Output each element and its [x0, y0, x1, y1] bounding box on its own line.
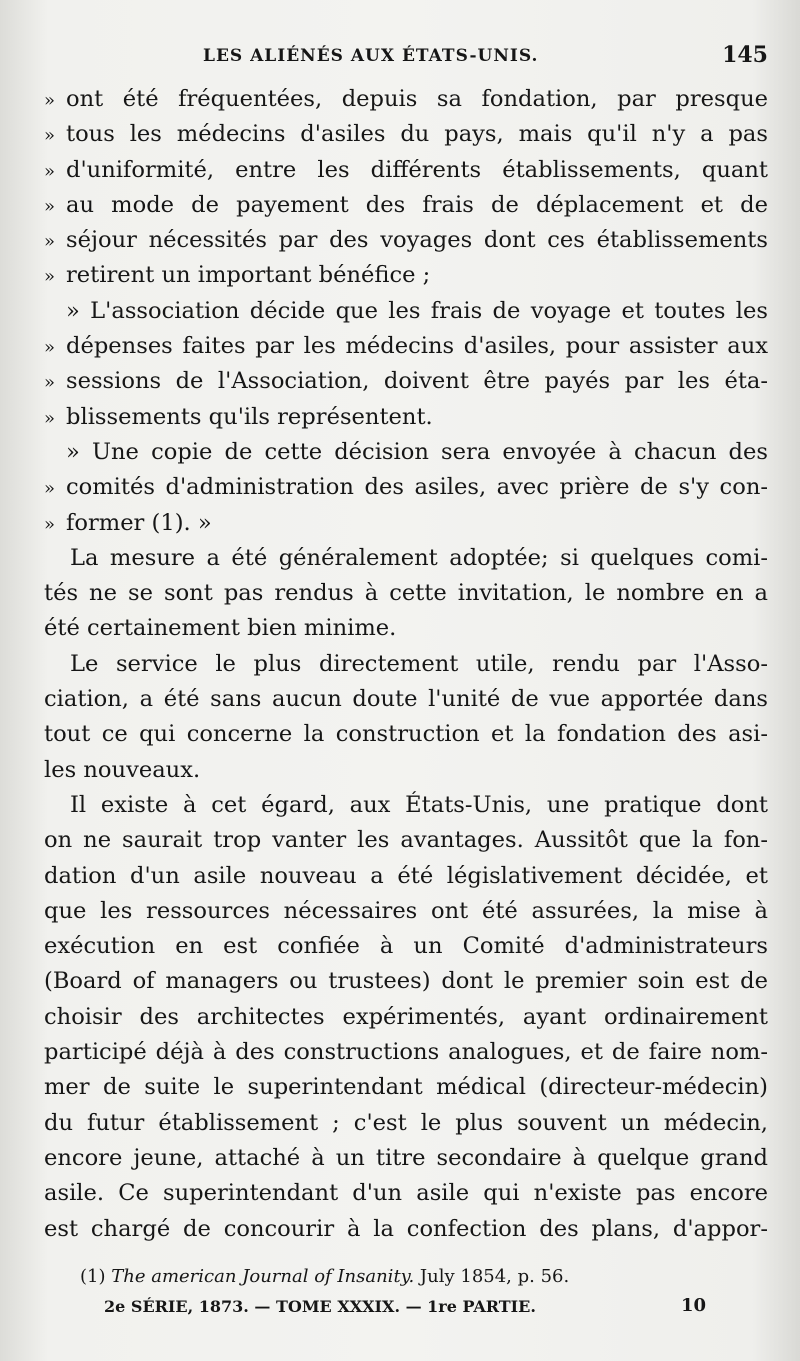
printer-signature: [44, 1297, 768, 1316]
body-text: [44, 82, 768, 1247]
text-line: » d'uniformité, entre les différents établissements, quant: [44, 156, 768, 183]
footnote-source: The american Journal of Insanity.: [111, 1266, 415, 1287]
footnote: [44, 1266, 768, 1287]
text-line: » comités d'administration des asiles, avec prière de s'y con-: [44, 474, 768, 501]
text-line: » séjour nécessités par des voyages dont ces établissements: [44, 227, 768, 254]
text-line: asile. Ce superintendant d'un asile qui n'existe pas encore: [44, 1180, 768, 1207]
text-line: exécution en est confiée à un Comité d'administrateurs: [44, 933, 768, 960]
text-line: Le service le plus directement utile, rendu par l'Asso-: [70, 650, 768, 677]
text-line: les nouveaux.: [44, 756, 201, 783]
text-line: été certainement bien minime.: [44, 615, 397, 642]
text-line: est chargé de concourir à la confection des plans, d'appor-: [44, 1215, 768, 1242]
text-line: encore jeune, attaché à un titre secondaire à quelque grand: [44, 1144, 768, 1171]
text-line: dation d'un asile nouveau a été législativement décidée, et: [44, 862, 768, 889]
text-line: » ont été fréquentées, depuis sa fondation, par presque: [44, 86, 768, 112]
text-line: on ne saurait trop vanter les avantages. Aussitôt que la fon-: [44, 827, 768, 854]
text-line: » dépenses faites par les médecins d'asiles, pour assister aux: [44, 333, 768, 360]
page-header: [48, 38, 770, 74]
text-line: que les ressources nécessaires ont été assurées, la mise à: [44, 897, 768, 924]
signature-number: 10: [680, 1295, 706, 1316]
text-line: La mesure a été généralement adoptée; si quelques comi-: [70, 544, 768, 571]
text-line: mer de suite le superintendant médical (directeur-médecin): [44, 1074, 768, 1101]
text-line: Il existe à cet égard, aux États-Unis, une pratique dont: [70, 791, 768, 818]
page-number: 145: [722, 42, 768, 68]
text-line: » tous les médecins d'asiles du pays, mais qu'il n'y a pas: [44, 121, 768, 148]
text-line: » former (1). »: [44, 509, 212, 536]
text-line: » blissements qu'ils représentent.: [44, 403, 433, 430]
running-title: LES ALIÉNÉS AUX ÉTATS-UNIS.: [203, 46, 539, 66]
text-line: ciation, a été sans aucun doute l'unité de vue apportée dans: [44, 686, 768, 713]
text-line: participé déjà à des constructions analogues, et de faire nom-: [44, 1039, 768, 1066]
text-line: » Une copie de cette décision sera envoyée à chacun des: [66, 438, 768, 465]
text-line: » retirent un important bénéfice ;: [44, 262, 431, 289]
text-line: du futur établissement ; c'est le plus souvent un médecin,: [44, 1109, 768, 1136]
text-line: tés ne se sont pas rendus à cette invitation, le nombre en a: [44, 580, 768, 607]
text-line: (Board of managers ou trustees) dont le premier soin est de: [44, 968, 768, 995]
footnote-date: July 1854, p. 56.: [419, 1266, 570, 1287]
text-line: choisir des architectes expérimentés, ayant ordinairement: [44, 1003, 768, 1030]
signature-text: 2e SÉRIE, 1873. — TOME XXXIX. — 1re PARTIE.: [104, 1297, 536, 1316]
footnote-marker: (1): [80, 1266, 106, 1287]
text-line: » sessions de l'Association, doivent être payés par les éta-: [44, 368, 768, 395]
text-line: » L'association décide que les frais de voyage et toutes les: [66, 297, 768, 324]
text-line: tout ce qui concerne la construction et la fondation des asi-: [44, 721, 768, 748]
text-line: » au mode de payement des frais de déplacement et de: [44, 191, 768, 218]
